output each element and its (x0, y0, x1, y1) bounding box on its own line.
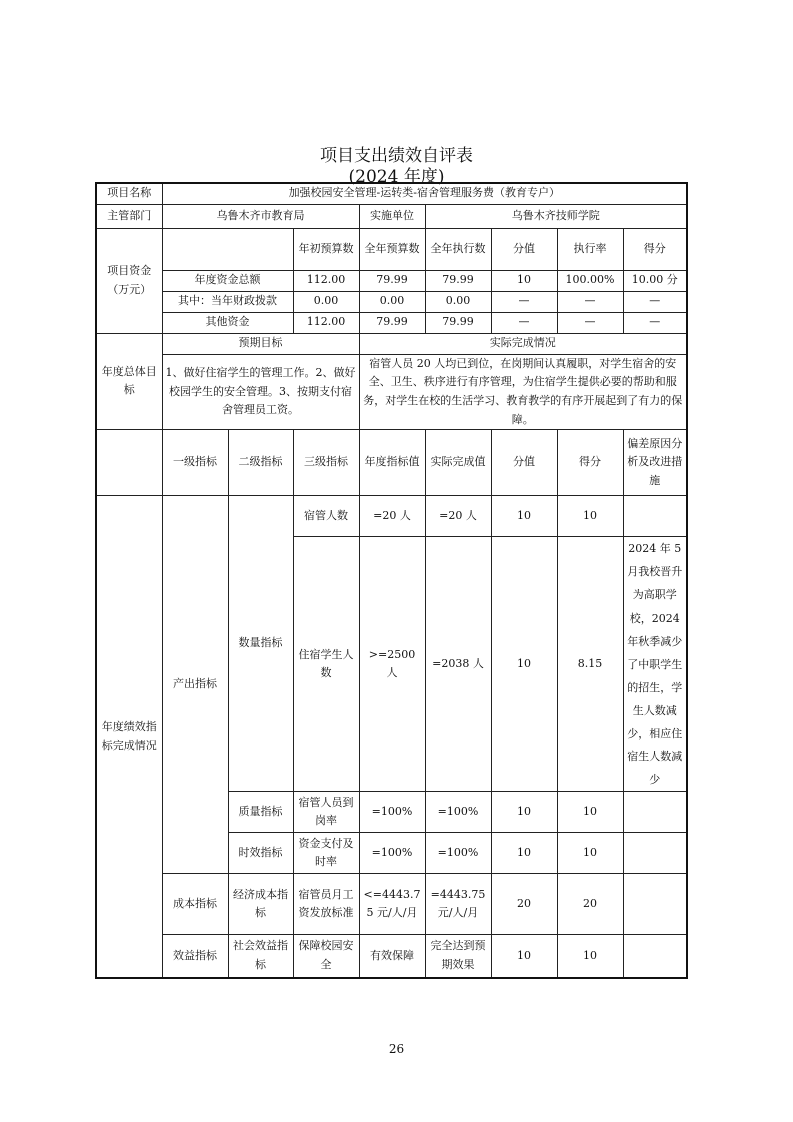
funds-cell: 79.99 (359, 312, 425, 333)
indicator-header-row (96, 430, 687, 496)
funds-cell: 0.00 (425, 291, 491, 312)
page-number: 26 (388, 1042, 405, 1056)
level2-quantity: 数量指标 (228, 496, 293, 792)
target-value: >=2500 人 (359, 537, 425, 792)
funds-header: 分值 (491, 228, 557, 270)
funds-row (96, 312, 687, 333)
funds-cell: 10 (491, 270, 557, 291)
deviation-reason (623, 833, 687, 874)
indicator-header: 三级指标 (293, 430, 359, 496)
score-value: 10 (491, 537, 557, 792)
level2-timeliness: 时效指标 (228, 833, 293, 874)
target-value: 有效保障 (359, 935, 425, 978)
funds-header: 执行率 (557, 228, 623, 270)
impl-unit-value: 乌鲁木齐技师学院 (425, 204, 687, 228)
funds-cell: 100.00% (557, 270, 623, 291)
actual-value: 完全达到预期效果 (425, 935, 491, 978)
indicator-row (96, 935, 687, 978)
page-subtitle: (2024 年度) (348, 167, 445, 187)
actual-value: =20 人 (425, 496, 491, 537)
dept-row (96, 204, 687, 228)
level3-indicator: 宿管员月工资发放标准 (293, 874, 359, 935)
funds-cell: 10.00 分 (623, 270, 687, 291)
level1-output: 产出指标 (162, 496, 228, 874)
indicator-row (96, 496, 687, 537)
project-name-row (96, 183, 687, 204)
expected-goal-text: 1、做好住宿学生的管理工作。2、做好校园学生的安全管理。3、按期支付宿舍管理员工资。 (162, 354, 359, 430)
indicator-header: 一级指标 (162, 430, 228, 496)
level3-indicator: 宿管人数 (293, 496, 359, 537)
actual-result-text: 宿管人员 20 人均已到位，在岗期间认真履职，对学生宿舍的安全、卫生、秩序进行有序管理，为住宿学生提供必要的帮助和服务，对学生在校的生活学习、教育教学的有序开展起到了有力的保障。 (359, 354, 687, 430)
funds-cell: — (557, 291, 623, 312)
deviation-reason (623, 935, 687, 978)
score: 10 (557, 833, 623, 874)
funds-row-name: 其中：当年财政拨款 (162, 291, 293, 312)
performance-table (95, 182, 688, 979)
indicator-header: 二级指标 (228, 430, 293, 496)
impl-unit-label: 实施单位 (359, 204, 425, 228)
funds-cell: 79.99 (359, 270, 425, 291)
score: 10 (557, 792, 623, 833)
funds-cell: — (491, 291, 557, 312)
funds-row-name: 其他资金 (162, 312, 293, 333)
score-value: 10 (491, 496, 557, 537)
level3-indicator: 资金支付及时率 (293, 833, 359, 874)
level2-social: 社会效益指标 (228, 935, 293, 978)
funds-header: 全年执行数 (425, 228, 491, 270)
funds-header-blank (162, 228, 293, 270)
score: 10 (557, 496, 623, 537)
indicators-label: 年度绩效指标完成情况 (96, 496, 162, 978)
goals-content-row (96, 354, 687, 430)
actual-value: =2038 人 (425, 537, 491, 792)
level3-indicator: 住宿学生人数 (293, 537, 359, 792)
indicator-row (96, 874, 687, 935)
funds-cell: 112.00 (293, 312, 359, 333)
score-value: 10 (491, 935, 557, 978)
indicator-header: 偏差原因分析及改进措施 (623, 430, 687, 496)
target-value: <=4443.75 元/人/月 (359, 874, 425, 935)
funds-cell: 0.00 (359, 291, 425, 312)
level2-quality: 质量指标 (228, 792, 293, 833)
deviation-reason (623, 874, 687, 935)
score-value: 20 (491, 874, 557, 935)
indicator-header-blank (96, 430, 162, 496)
score: 20 (557, 874, 623, 935)
indicator-header: 得分 (557, 430, 623, 496)
goals-label: 年度总体目标 (96, 333, 162, 430)
level3-indicator: 宿管人员到岗率 (293, 792, 359, 833)
project-name-value: 加强校园安全管理-运转类-宿舍管理服务费（教育专户） (162, 183, 687, 204)
expected-goal-header: 预期目标 (162, 333, 359, 354)
score: 8.15 (557, 537, 623, 792)
project-name-label: 项目名称 (96, 183, 162, 204)
funds-cell: 79.99 (425, 270, 491, 291)
actual-value: =100% (425, 833, 491, 874)
score-value: 10 (491, 833, 557, 874)
indicator-header: 年度指标值 (359, 430, 425, 496)
level3-indicator: 保障校园安全 (293, 935, 359, 978)
dept-label: 主管部门 (96, 204, 162, 228)
funds-cell: 79.99 (425, 312, 491, 333)
funds-header: 全年预算数 (359, 228, 425, 270)
target-value: =100% (359, 792, 425, 833)
actual-value: =4443.75 元/人/月 (425, 874, 491, 935)
deviation-reason (623, 792, 687, 833)
funds-cell: — (623, 291, 687, 312)
funds-cell: — (623, 312, 687, 333)
funds-header: 年初预算数 (293, 228, 359, 270)
funds-cell: 0.00 (293, 291, 359, 312)
funds-cell: — (491, 312, 557, 333)
page-title: 项目支出绩效自评表 (320, 146, 473, 166)
funds-header-row (96, 228, 687, 270)
dept-value: 乌鲁木齐市教育局 (162, 204, 359, 228)
actual-result-header: 实际完成情况 (359, 333, 687, 354)
score-value: 10 (491, 792, 557, 833)
funds-row (96, 270, 687, 291)
actual-value: =100% (425, 792, 491, 833)
target-value: =20 人 (359, 496, 425, 537)
target-value: =100% (359, 833, 425, 874)
funds-cell: 112.00 (293, 270, 359, 291)
indicator-header: 实际完成值 (425, 430, 491, 496)
funds-label: 项目资金（万元） (96, 228, 162, 333)
level1-benefit: 效益指标 (162, 935, 228, 978)
funds-row-name: 年度资金总额 (162, 270, 293, 291)
funds-row (96, 291, 687, 312)
funds-header: 得分 (623, 228, 687, 270)
level1-cost: 成本指标 (162, 874, 228, 935)
funds-cell: — (557, 312, 623, 333)
goals-header-row (96, 333, 687, 354)
score: 10 (557, 935, 623, 978)
deviation-reason: 2024 年 5 月我校晋升为高职学校，2024 年秋季减少了中职学生的招生，学生人数减少，相应住宿生人数减少 (623, 537, 687, 792)
level2-economic: 经济成本指标 (228, 874, 293, 935)
indicator-header: 分值 (491, 430, 557, 496)
deviation-reason (623, 496, 687, 537)
